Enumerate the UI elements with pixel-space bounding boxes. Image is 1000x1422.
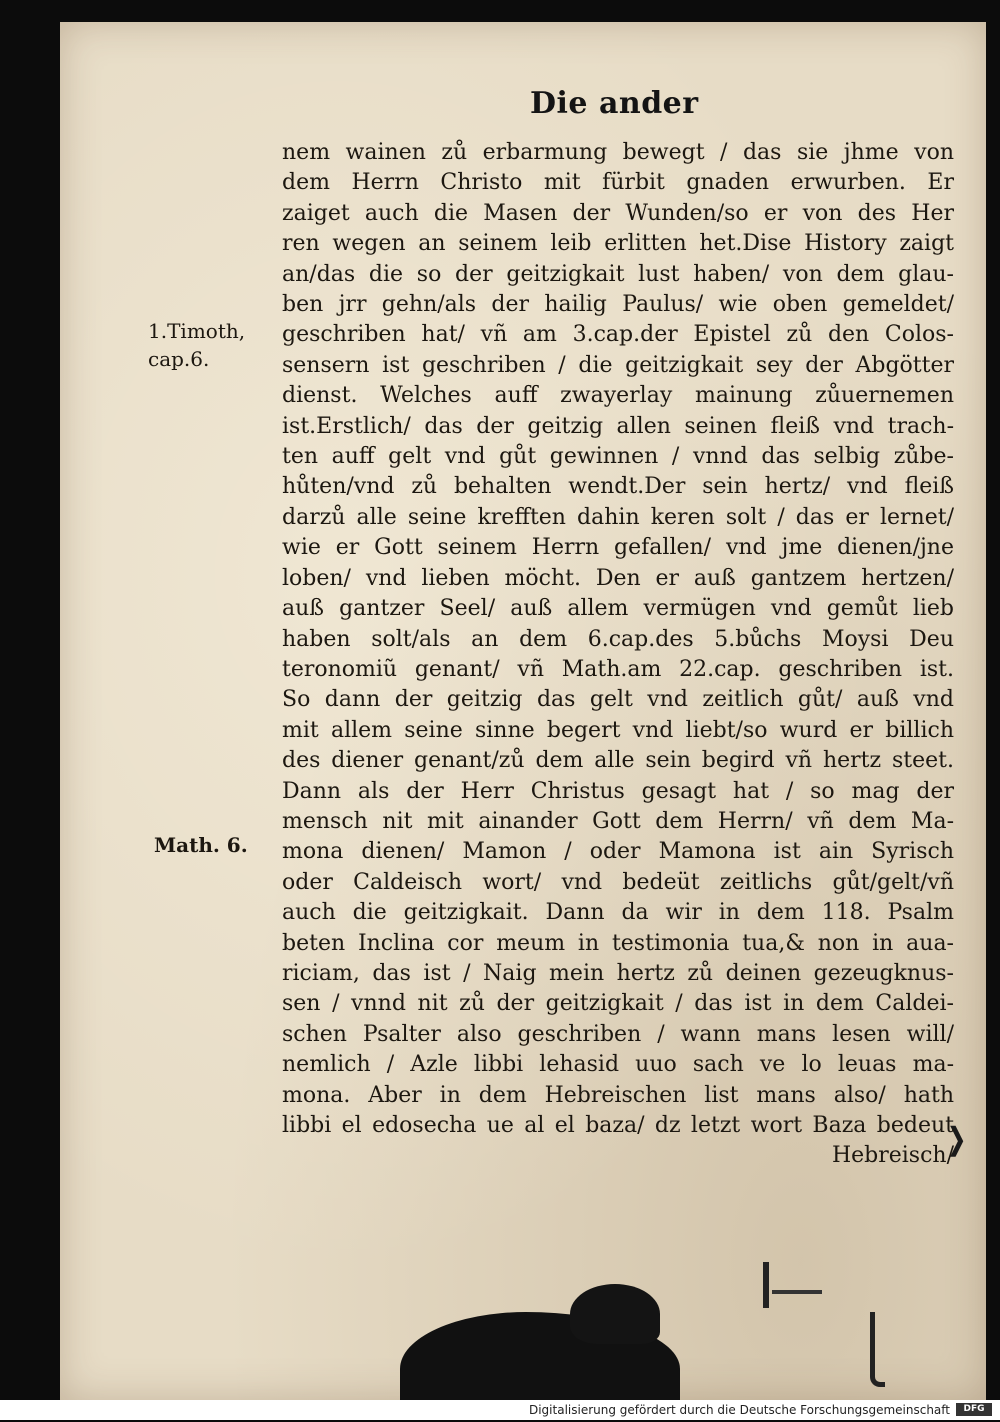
text-line: dienst. Welches auff zwayerlay mainung zůuernemen [282, 383, 954, 409]
text-line: mit allem seine sinne begert vnd liebt/so wurd er billich [282, 717, 954, 743]
text-line: Hebreisch/ [831, 1143, 954, 1169]
text-line: riciam, das ist / Naig mein hertz zů deinen gezeugknus- [282, 960, 954, 986]
text-line: beten Inclina cor meum in testimonia tua,& non in aua- [282, 930, 954, 956]
text-line: hůten/vnd zů behalten wendt.Der sein hertz/ vnd fleiß [282, 474, 954, 500]
text-line: wie er Gott seinem Herrn gefallen/ vnd jme dienen/jne [282, 535, 954, 561]
text-line: ten auff gelt vnd gůt gewinnen / vnnd das selbig zůbe- [282, 444, 954, 470]
ink-mark [772, 1290, 822, 1294]
text-line: loben/ vnd lieben möcht. Den er auß gantzem hertzen/ [282, 565, 954, 591]
text-line: nem wainen zů erbarmung bewegt / das sie jhme von [282, 140, 954, 165]
margin-note: cap.6. [148, 347, 210, 371]
text-line: darzů alle seine krefften dahin keren solt / das er lernet/ [282, 504, 954, 530]
text-line: So dann der geitzig das gelt vnd zeitlich gůt/ auß vnd [282, 687, 954, 713]
text-line: des diener genant/zů dem alle sein begird vñ hertz steet. [282, 748, 954, 774]
text-line: ist.Erstlich/ das der geitzig allen seinen fleiß vnd trach- [282, 413, 954, 439]
ink-mark [870, 1312, 885, 1387]
text-line: Dann als der Herr Christus gesagt hat / so mag der [282, 778, 954, 804]
text-line: zaiget auch die Masen der Wunden/so er von des Her [282, 200, 954, 226]
running-head: Die ander [530, 86, 699, 121]
text-line: haben solt/als an dem 6.cap.des 5.bůchs Moysi Deu [282, 626, 954, 652]
text-line: sen / vnnd nit zů der geitzigkait / das ist in dem Caldei- [282, 991, 954, 1017]
text-line: sensern ist geschriben / die geitzigkait sey der Abgötter [282, 352, 954, 378]
text-line: oder Caldeisch wort/ vnd bedeüt zeitlichs gůt/gelt/vñ [282, 869, 954, 895]
margin-note: 1.Timoth, [148, 319, 246, 343]
footer-credit: Digitalisierung gefördert durch die Deutsche Forschungsgemeinschaft [528, 1403, 950, 1417]
text-line: ben jrr gehn/als der hailig Paulus/ wie oben gemeldet/ [282, 292, 954, 318]
bracket-mark: ❭ [944, 1122, 970, 1157]
text-line: ren wegen an seinem leib erlitten het.Dise History zaigt [282, 231, 954, 257]
text-line: mona dienen/ Mamon / oder Mamona ist ain Syrisch [282, 839, 954, 865]
text-line: auß gantzer Seel/ auß allem vermügen vnd gemůt lieb [282, 596, 954, 622]
text-line: mensch nit mit ainander Gott dem Herrn/ vñ dem Ma- [282, 808, 954, 834]
text-line: dem Herrn Christo mit fürbit gnaden erwurben. Er [282, 170, 954, 196]
text-line: mona. Aber in dem Hebreischen list mans also/ hath [282, 1082, 954, 1108]
text-line: libbi el edosecha ue al el baza/ dz letzt wort Baza bedeut [282, 1113, 954, 1138]
ink-mark [763, 1262, 769, 1308]
text-line: geschriben hat/ vñ am 3.cap.der Epistel zů den Colos- [282, 322, 954, 348]
text-line: schen Psalter also geschriben / wann mans lesen will/ [282, 1021, 954, 1047]
footer-bar [0, 1400, 1000, 1420]
margin-note: Math. 6. [154, 833, 248, 857]
text-line: teronomiũ genant/ vñ Math.am 22.cap. geschriben ist. [282, 656, 954, 682]
text-line: auch die geitzigkait. Dann da wir in dem 118. Psalm [282, 900, 954, 926]
dfg-logo: DFG [956, 1403, 992, 1416]
text-line: an/das die so der geitzigkait lust haben/ von dem glau- [282, 261, 954, 287]
body-text [282, 138, 954, 1172]
text-line: nemlich / Azle libbi lehasid uuo sach ve lo leuas ma- [282, 1052, 954, 1078]
page-damage-stain [570, 1284, 660, 1344]
